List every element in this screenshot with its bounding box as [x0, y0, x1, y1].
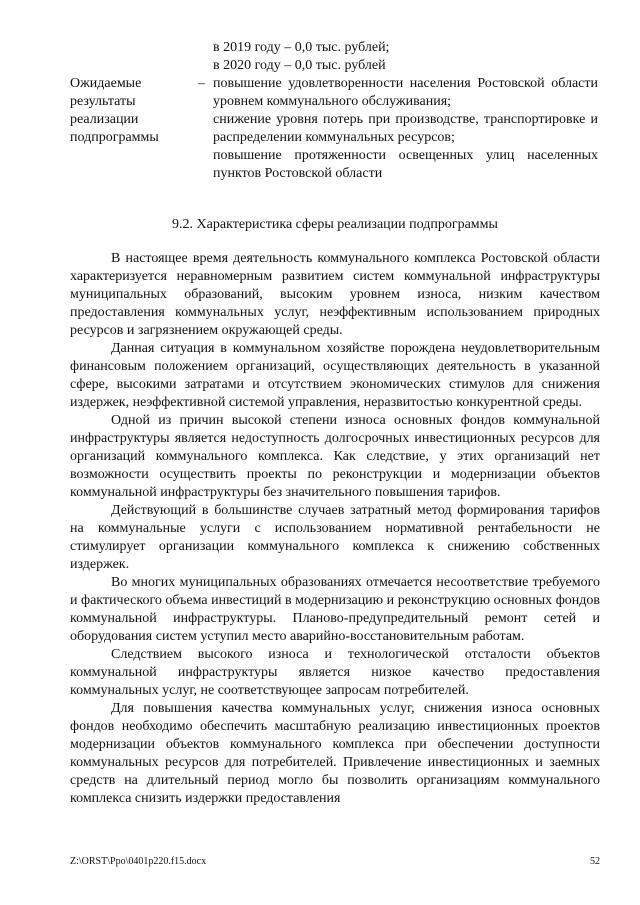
- result-item: повышение протяженности освещенных улиц населенных пунктов Ростовской области: [213, 148, 598, 181]
- paragraph: Одной из причин высокой степени износа основных фондов коммунальной инфраструктуры является недоступность долгосрочных инвестиционных ресурсов для организаций коммунального комплекса. Как следствие, у этих организаций нет возможности осуществить проекты по реконструкции и модернизации объектов коммунальной инфраструктуры без значительного повышения тарифов.: [70, 413, 600, 500]
- section-heading: 9.2. Характеристика сферы реализации подпрограммы: [172, 217, 498, 232]
- paragraph: Действующий в большинстве случаев затратный метод формирования тарифов на коммунальные услуги с использованием нормативной рентабельности не стимулирует организации коммунального комплекса к снижению собственных издержек.: [70, 503, 600, 572]
- paragraph: В настоящее время деятельность коммунального комплекса Ростовской области характеризуется неравномерным развитием систем коммунальной инфраструктуры муниципальных образований, высоким уровнем износа, низким качеством предоставления коммунальных услуг, неэффективным использованием природных ресурсов и загрязнением окружающей среды.: [70, 251, 600, 338]
- expected-results-list: [213, 75, 598, 183]
- finance-lines: [213, 39, 598, 75]
- paragraph: Во многих муниципальных образованиях отмечается несоответствие требуемого и фактического объема инвестиций в модернизацию и реконструкцию основных фондов коммунальной инфраструктуры. Планово-предупредительный ремонт сетей и оборудования систем уступил место аварийно-восстановительным работам.: [70, 575, 600, 644]
- footer-file-path: Z:\ORST\Ppo\0401p220.f15.docx: [70, 856, 207, 867]
- expected-results-label: Ожидаемые результаты реализации подпрограммы: [70, 76, 159, 145]
- body-text: [70, 250, 600, 808]
- paragraph: Следствием высокого износа и технологической отсталости объектов коммунальной инфраструктуры является низкое качество предоставления коммунальных услуг, не соответствующее запросам потребителей.: [70, 647, 600, 698]
- result-item: снижение уровня потерь при производстве, транспортировке и распределении коммунальных ресурсов;: [213, 112, 598, 145]
- paragraph: Данная ситуация в коммунальном хозяйстве порождена неудовлетворительным финансовым положением организаций, осуществляющих деятельность в указанной сфере, высокими затратами и отсутствием экономических стимулов для снижения издержек, неэффективной системой управления, неразвитостью конкурентной среды.: [70, 341, 600, 410]
- paragraph: Для повышения качества коммунальных услуг, снижения износа основных фондов необходимо обеспечить масштабную реализацию инвестиционных проектов модернизации объектов коммунального комплекса при обеспечении доступности коммунальных ресурсов для потребителей. Привлечение инвестиционных и заемных средств на длительный период могло бы позволить организациям коммунального комплекса снизить издержки предоставления: [70, 701, 600, 806]
- results-dash: –: [198, 76, 205, 91]
- result-item: повышение удовлетворенности населения Ростовской области уровнем коммунального обслуживания;: [213, 76, 598, 109]
- finance-line-2020: в 2020 году – 0,0 тыс. рублей: [213, 58, 386, 73]
- footer-page-number: 52: [590, 856, 600, 867]
- finance-line-2019: в 2019 году – 0,0 тыс. рублей;: [213, 40, 390, 55]
